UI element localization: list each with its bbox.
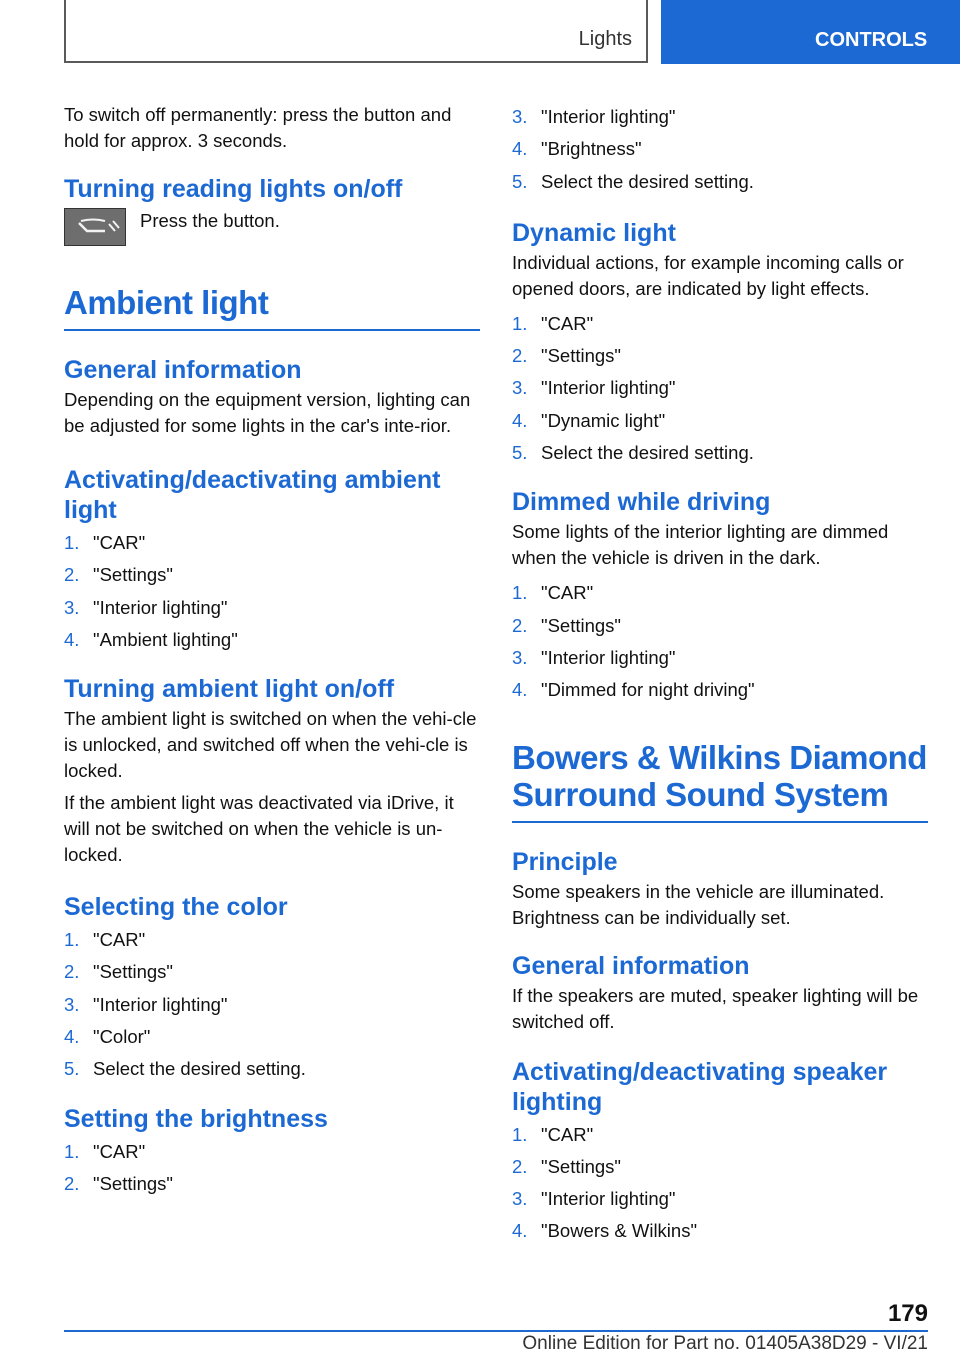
activating-steps-list [64, 527, 480, 656]
reading-light-text: Press the button. [140, 210, 280, 231]
list-item: 1. "CAR" [512, 582, 594, 604]
list-item: 5. Select the desired setting. [64, 1058, 306, 1080]
turning-ambient-heading: Turning ambient light on/off [64, 675, 395, 704]
list-item: 2. "Settings" [512, 1155, 621, 1177]
list-item: 1. "CAR" [64, 532, 146, 553]
bowers-wilkins-title: Bowers & Wilkins Diamond Surround Sound System [512, 739, 928, 823]
setting-brightness-heading: Setting the brightness [64, 1104, 328, 1133]
list-item: 5. Select the desired setting. [512, 170, 754, 192]
intro-text: To switch off permanently: press the button and hold for approx. 3 seconds. [64, 104, 452, 151]
brightness-steps-continued [512, 101, 928, 198]
list-item: 3. "Interior lighting" [64, 993, 228, 1015]
reading-light-icon [64, 208, 126, 246]
list-item: 3. "Interior lighting" [512, 646, 676, 668]
header-section-title: Lights [578, 28, 632, 50]
list-item: 4. "Ambient lighting" [64, 628, 238, 650]
list-item: 3. "Interior lighting" [512, 377, 676, 399]
list-item: 1. "CAR" [64, 1140, 146, 1162]
list-item: 4. "Brightness" [512, 138, 642, 160]
dimmed-driving-heading: Dimmed while driving [512, 488, 771, 517]
list-item: 3. "Interior lighting" [512, 1188, 676, 1210]
dimmed-driving-text: Some lights of the interior lighting are dimmed when the vehicle is driven in the dark. [512, 521, 889, 569]
principle-text: Some speakers in the vehicle are illuminated. Brightness can be individually set. [512, 880, 885, 928]
list-item: 5. Select the desired setting. [512, 442, 754, 464]
list-item: 1. "CAR" [512, 1123, 594, 1145]
list-item: 2. "Settings" [64, 564, 173, 586]
page-number: 179 [887, 1300, 928, 1327]
activating-ambient-heading: Activating/deactivating ambient light [64, 466, 441, 524]
list-item: 2. "Settings" [64, 961, 173, 983]
list-item: 2. "Settings" [512, 614, 621, 636]
dynamic-light-heading: Dynamic light [512, 218, 676, 247]
principle-heading: Principle [512, 847, 618, 876]
general-info-heading: General information [64, 356, 302, 384]
list-item: 3. "Interior lighting" [512, 106, 676, 127]
turning-ambient-text-1: The ambient light is switched on when the vehi-cle is unlocked, and switched off when the vehi-cle is locked. [64, 708, 477, 782]
list-item: 3. "Interior lighting" [64, 596, 228, 618]
ambient-light-title: Ambient light [64, 284, 480, 331]
speaker-general-info-heading: General information [512, 951, 750, 980]
list-item: 4. "Color" [64, 1026, 151, 1048]
list-item: 1. "CAR" [64, 929, 146, 951]
reading-light-row [64, 208, 480, 246]
list-item: 4. "Bowers & Wilkins" [512, 1220, 698, 1242]
speaker-steps-list [512, 1119, 928, 1248]
list-item: 2. "Settings" [512, 345, 621, 367]
reading-lights-heading: Turning reading lights on/off [64, 175, 403, 203]
brightness-steps-list [64, 1136, 480, 1201]
dimmed-steps-list [512, 577, 928, 706]
list-item: 4. "Dynamic light" [512, 409, 666, 431]
dynamic-steps-list [512, 308, 928, 469]
dynamic-light-text: Individual actions, for example incoming calls or opened doors, are indicated by light effects. [512, 251, 904, 299]
list-item: 2. "Settings" [64, 1172, 173, 1194]
footer-divider [64, 1330, 928, 1332]
right-column [512, 101, 928, 1248]
footer-edition: Online Edition for Part no. 01405A38D29 - VI/21 [522, 1333, 928, 1354]
left-column [64, 102, 480, 1200]
list-item: 4. "Dimmed for night driving" [512, 679, 755, 701]
header-tab-controls[interactable]: CONTROLS [661, 0, 960, 64]
list-item: 1. "CAR" [512, 312, 594, 334]
color-steps-list [64, 924, 480, 1085]
header-frame [64, 0, 648, 63]
speaker-general-info-text: If the speakers are muted, speaker lighting will be switched off. [512, 984, 919, 1032]
turning-ambient-text-2: If the ambient light was deactivated via iDrive, it will not be switched on when the vehicle is un-locked. [64, 792, 454, 866]
selecting-color-heading: Selecting the color [64, 893, 288, 922]
general-info-text: Depending on the equipment version, lighting can be adjusted for some lights in the car's inte-rior. [64, 389, 471, 436]
speaker-lighting-heading: Activating/deactivating speaker lighting [512, 1057, 888, 1116]
